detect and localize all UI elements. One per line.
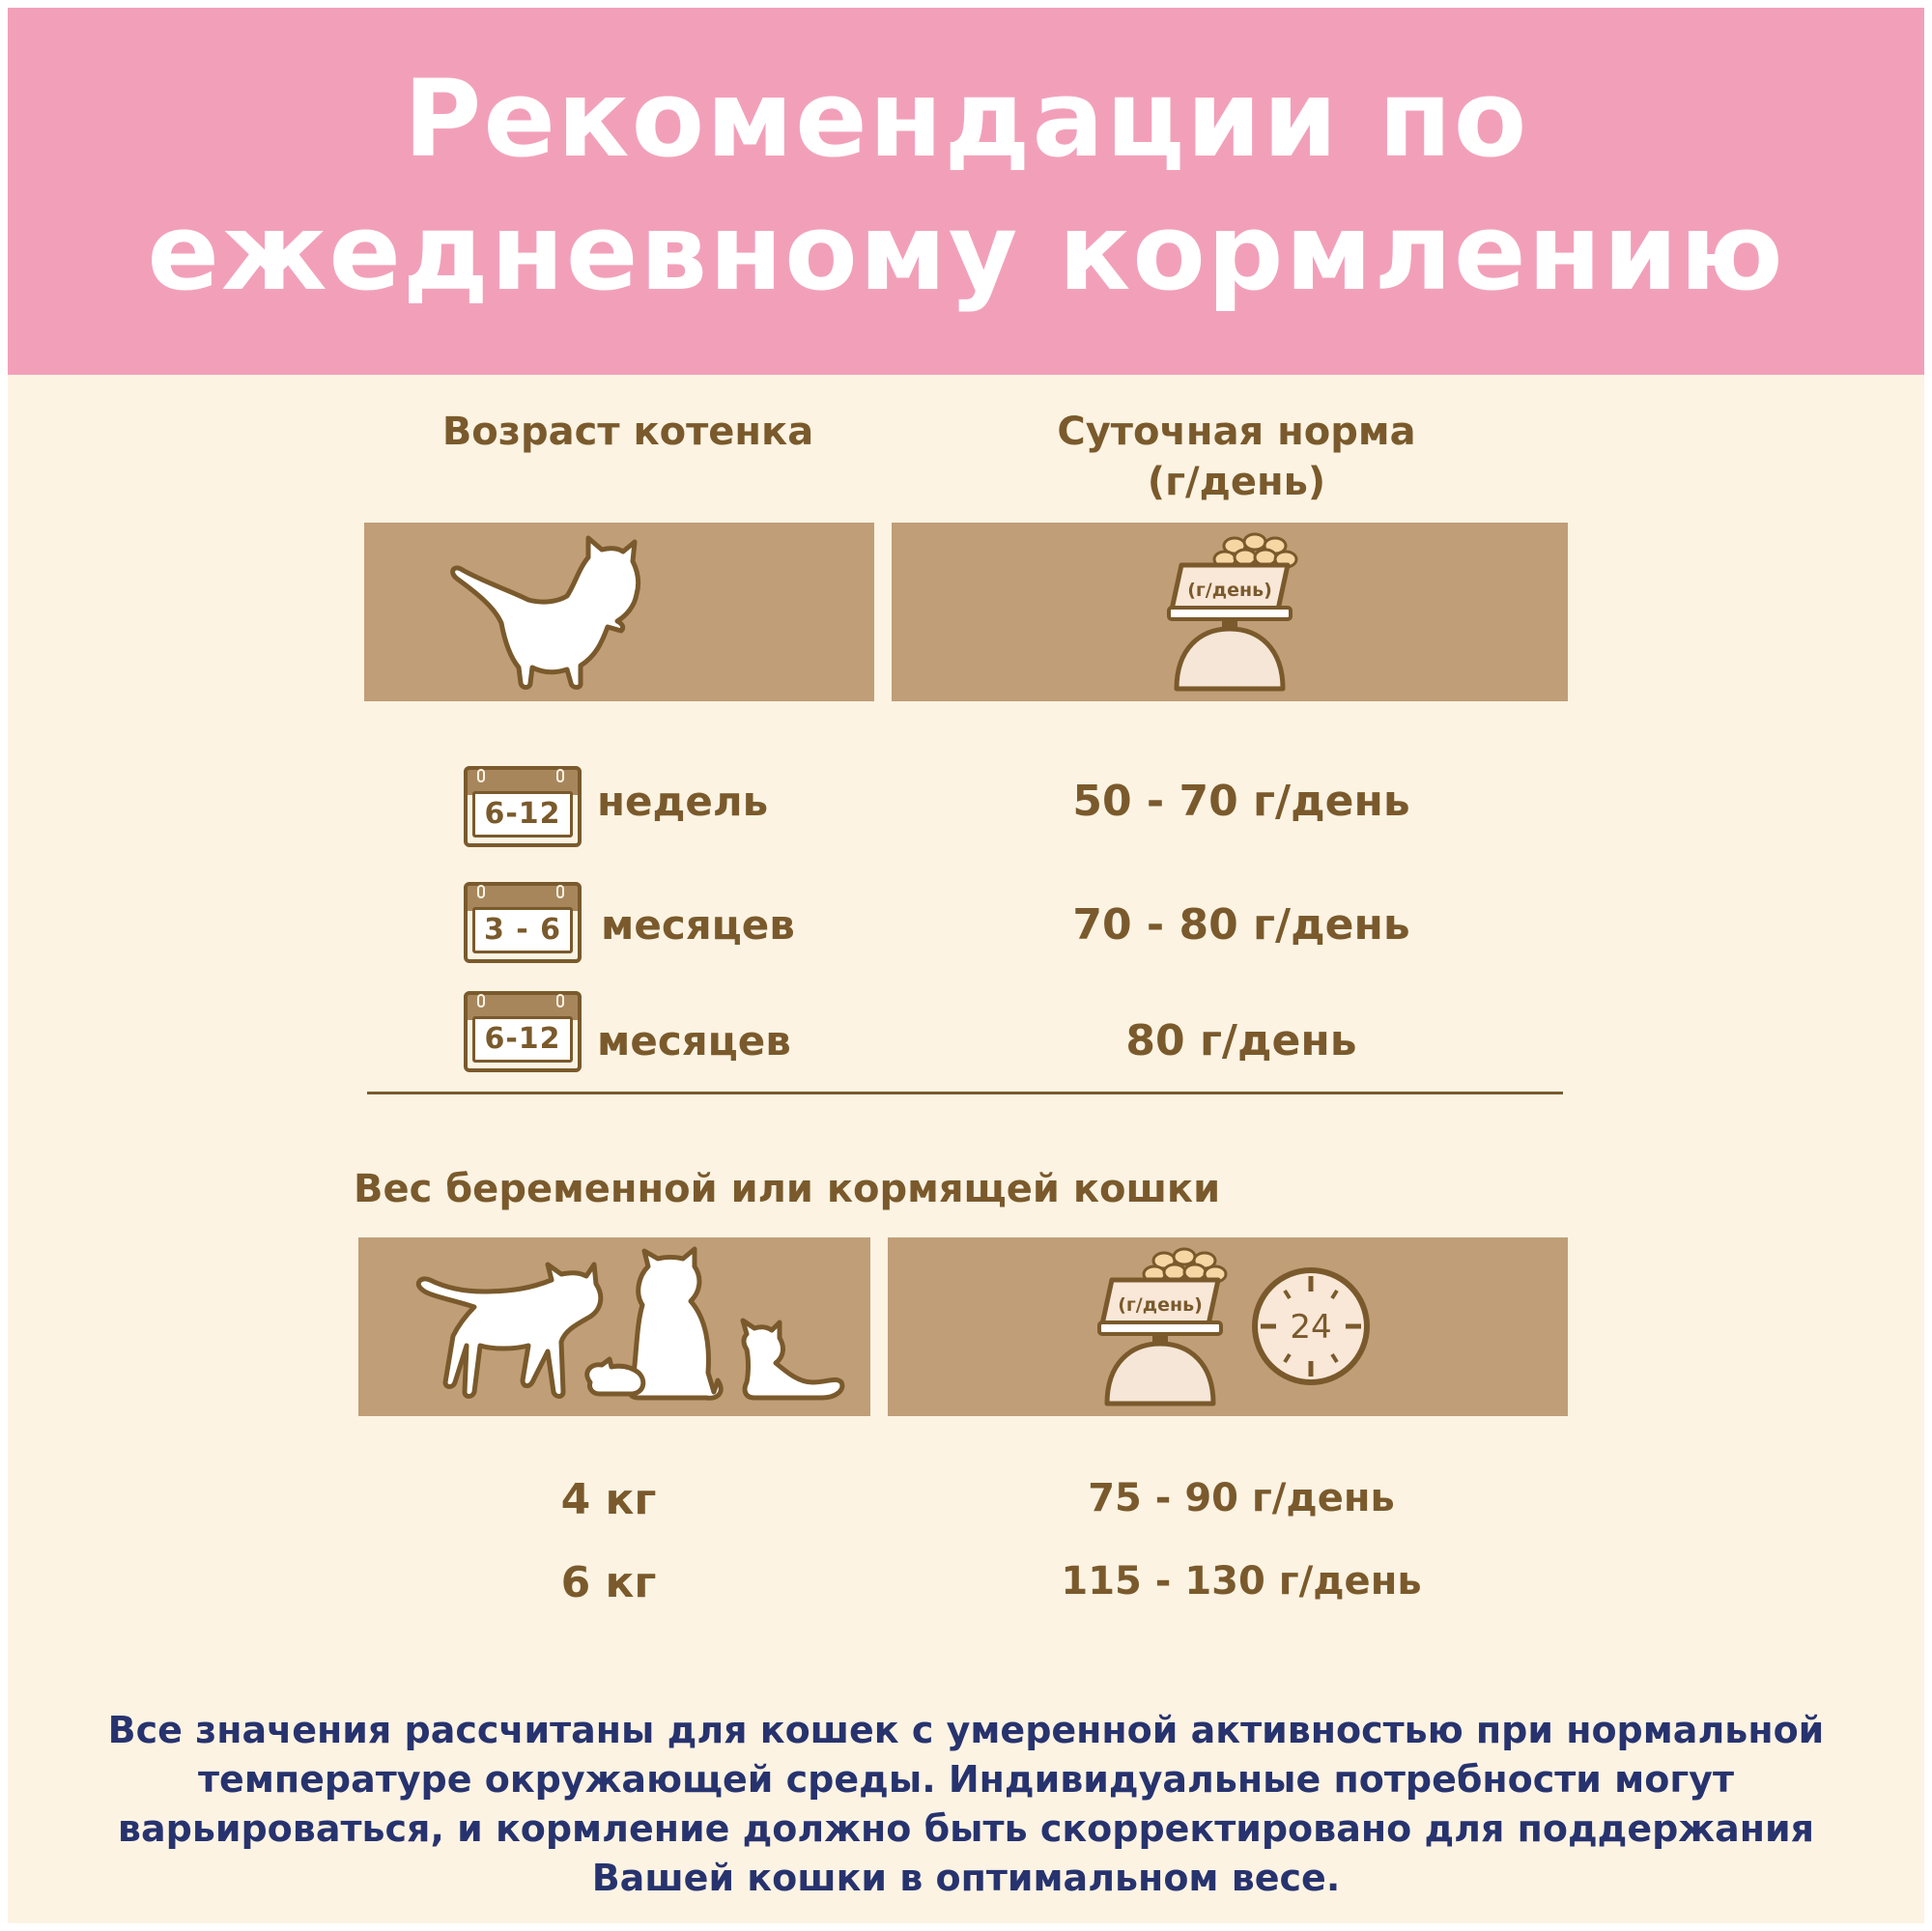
kitten-age-unit: месяцев bbox=[601, 901, 795, 949]
cat-daily-norm: 75 - 90 г/день bbox=[1088, 1476, 1395, 1520]
kitten-panel bbox=[364, 523, 874, 701]
food-scale-clock-panel bbox=[888, 1237, 1568, 1416]
cats-family-icon bbox=[358, 1237, 870, 1416]
kitten-age-unit: недель bbox=[597, 778, 769, 825]
kitten-daily-norm: 80 г/день bbox=[1125, 1016, 1357, 1065]
calendar-badge: 3 - 6 bbox=[472, 907, 573, 953]
kitten-icon bbox=[364, 523, 874, 701]
cat-weight: 4 кг bbox=[560, 1475, 657, 1524]
daily-norm-header: Суточная норма bbox=[1057, 410, 1416, 454]
clock-24-icon bbox=[1255, 1270, 1367, 1382]
cat-daily-norm: 115 - 130 г/день bbox=[1061, 1559, 1422, 1604]
food-scale-panel bbox=[892, 523, 1568, 701]
calendar-icon bbox=[464, 991, 582, 1072]
page-title-line-1: Рекомендации по bbox=[403, 57, 1529, 181]
calendar-icon bbox=[464, 766, 582, 847]
kitten-daily-norm: 50 - 70 г/день bbox=[1072, 777, 1410, 826]
daily-norm-unit-header: (г/день) bbox=[1147, 460, 1326, 504]
clock-label: 24 bbox=[1290, 1308, 1332, 1347]
food-scale-icon bbox=[888, 1237, 1568, 1416]
calendar-badge: 6-12 bbox=[472, 1016, 573, 1063]
cat-weight-header: Вес беременной или кормящей кошки bbox=[354, 1167, 1221, 1211]
bowl-label: (г/день) bbox=[1187, 580, 1272, 601]
footnote-line-1: Все значения рассчитаны для кошек с умеренной активностью при нормальной bbox=[107, 1709, 1825, 1751]
calendar-badge: 6-12 bbox=[472, 791, 573, 838]
footnote-line-3: варьироваться, и кормление должно быть скорректировано для поддержания bbox=[117, 1807, 1815, 1850]
footnote-line-4: Вашей кошки в оптимальном весе. bbox=[591, 1857, 1341, 1899]
bowl-label: (г/день) bbox=[1118, 1294, 1203, 1316]
kitten-age-header: Возраст котенка bbox=[441, 410, 814, 454]
footnote bbox=[97, 1706, 1835, 1903]
page-title-line-2: ежедневному кормлению bbox=[147, 190, 1785, 314]
section-divider bbox=[367, 1092, 1563, 1094]
footnote-line-2: температуре окружающей среды. Индивидуальные потребности могут bbox=[198, 1758, 1734, 1801]
calendar-icon bbox=[464, 882, 582, 963]
cats-family-panel bbox=[358, 1237, 870, 1416]
kitten-age-unit: месяцев bbox=[597, 1017, 791, 1065]
food-scale-icon bbox=[892, 523, 1568, 701]
kitten-daily-norm: 70 - 80 г/день bbox=[1072, 900, 1410, 950]
cat-weight: 6 кг bbox=[560, 1558, 657, 1607]
